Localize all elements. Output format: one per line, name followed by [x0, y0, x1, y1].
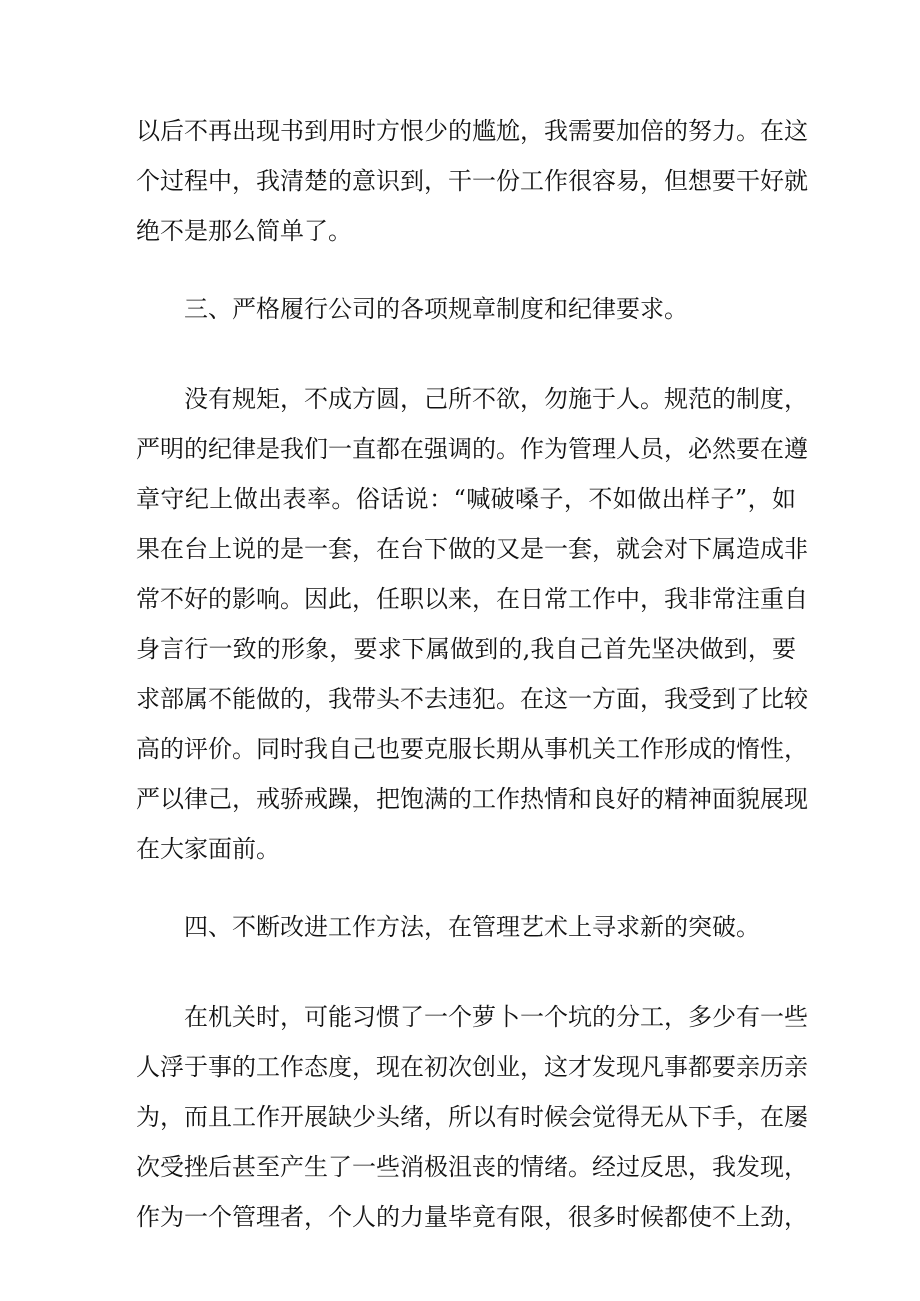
paragraph-line: 绝不是那么简单了。 — [136, 217, 352, 245]
paragraph-line: 常不好的影响。因此，任职以来，在日常工作中，我非常注重自 — [136, 585, 808, 613]
paragraph-line: 果在台上说的是一套，在台下做的又是一套，就会对下属造成非 — [136, 535, 808, 563]
paragraph-line: 高的评价。同时我自己也要克服长期从事机关工作形成的惰性， — [136, 735, 808, 763]
section-heading-4: 四、不断改进工作方法，在管理艺术上寻求新的突破。 — [184, 913, 760, 941]
paragraph-line: 在大家面前。 — [136, 835, 280, 863]
paragraph-line: 在机关时，可能习惯了一个萝卜一个坑的分工，多少有一些 — [184, 1003, 808, 1031]
section-heading-3: 三、严格履行公司的各项规章制度和纪律要求。 — [184, 295, 688, 323]
paragraph-line: 人浮于事的工作态度，现在初次创业，这才发现凡事都要亲历亲 — [136, 1053, 808, 1081]
paragraph-line: 严以律己，戒骄戒躁，把饱满的工作热情和良好的精神面貌展现 — [136, 785, 808, 813]
paragraph-line: 为，而且工作开展缺少头绪，所以有时候会觉得无从下手，在屡 — [136, 1103, 808, 1131]
paragraph-line: 身言行一致的形象，要求下属做到的,我自己首先坚决做到，要 — [136, 635, 796, 663]
paragraph-line: 作为一个管理者，个人的力量毕竟有限，很多时候都使不上劲， — [136, 1203, 808, 1231]
paragraph-line: 以后不再出现书到用时方恨少的尴尬，我需要加倍的努力。在这 — [136, 117, 808, 145]
paragraph-line: 没有规矩，不成方圆，己所不欲，勿施于人。规范的制度， — [184, 385, 808, 413]
paragraph-line: 章守纪上做出表率。俗话说：“喊破嗓子，不如做出样子”，如 — [136, 485, 796, 513]
paragraph-line: 严明的纪律是我们一直都在强调的。作为管理人员，必然要在遵 — [136, 435, 808, 463]
paragraph-line: 求部属不能做的，我带头不去违犯。在这一方面，我受到了比较 — [136, 685, 808, 713]
paragraph-line: 个过程中，我清楚的意识到，干一份工作很容易，但想要干好就 — [136, 167, 808, 195]
paragraph-line: 次受挫后甚至产生了一些消极沮丧的情绪。经过反思，我发现， — [136, 1153, 808, 1181]
